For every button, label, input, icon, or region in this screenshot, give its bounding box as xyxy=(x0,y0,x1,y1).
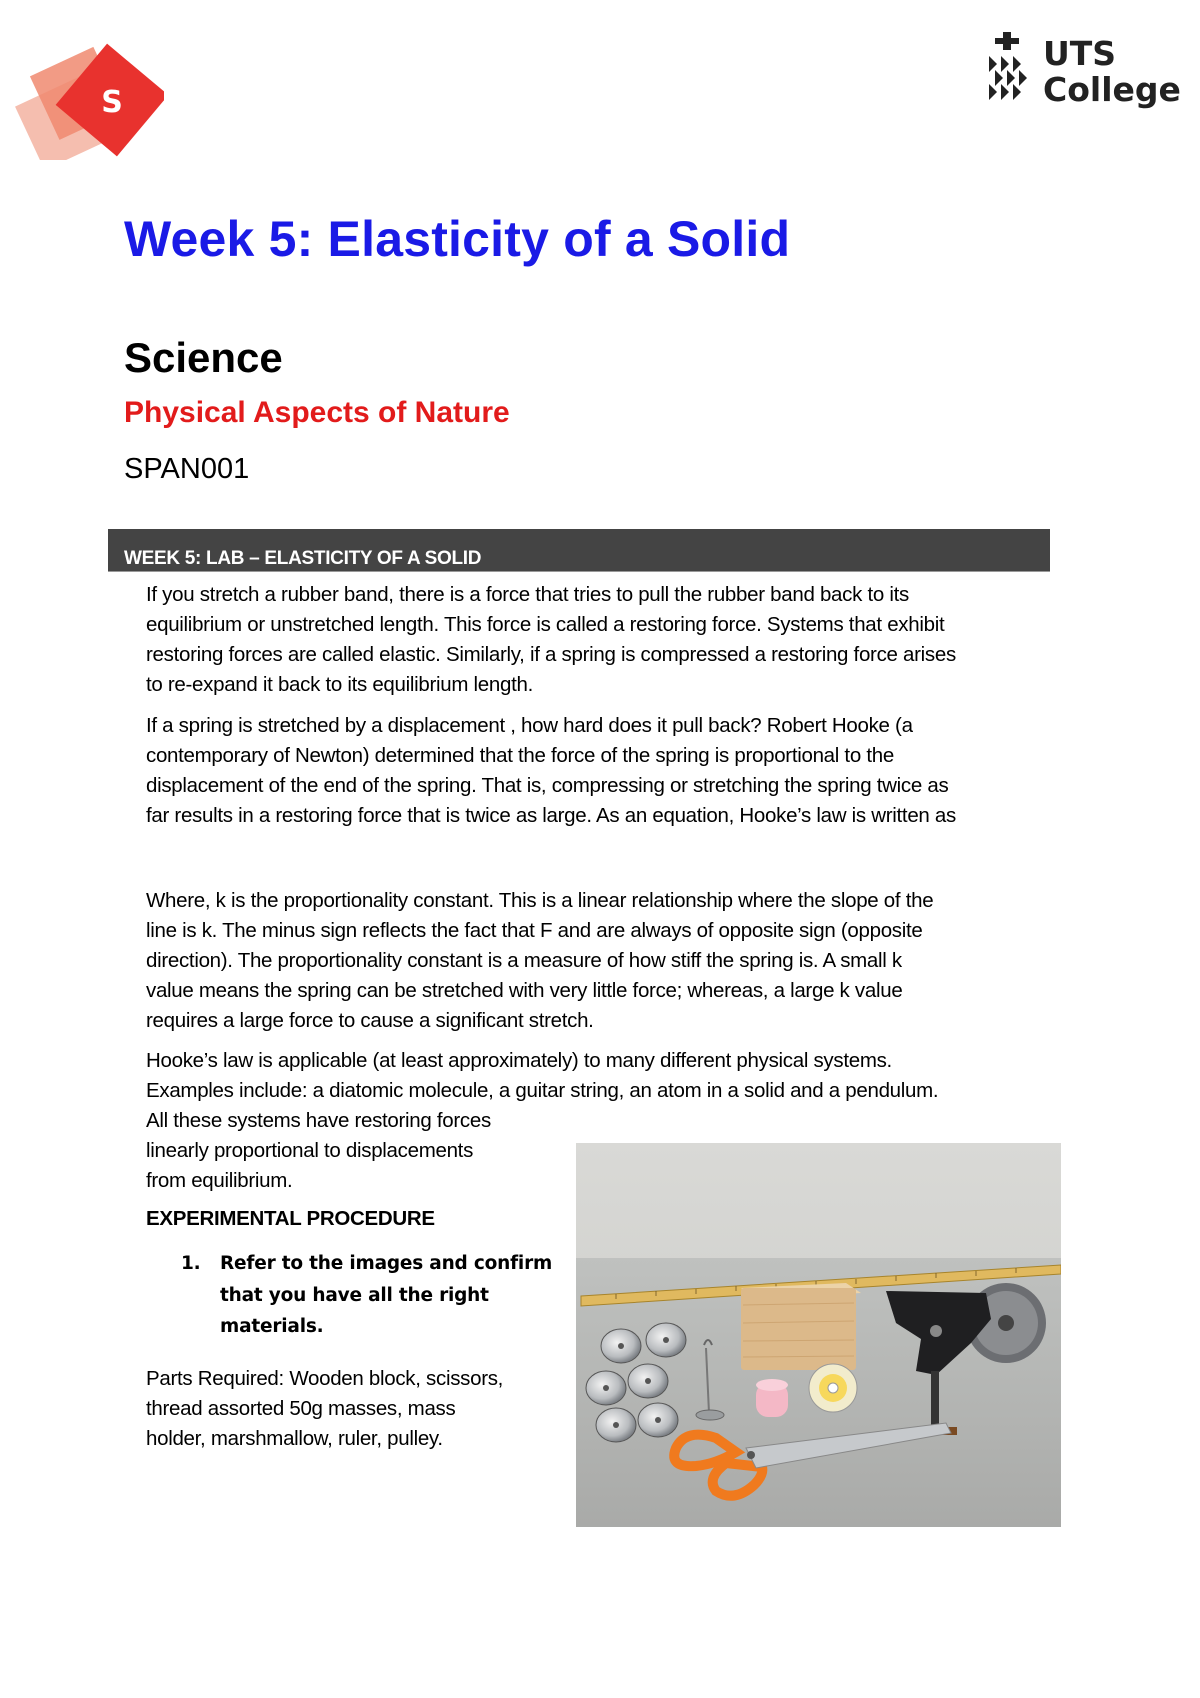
text-line: contemporary of Newton) determined that the force of the spring is proportional to the xyxy=(146,744,894,767)
subject-heading: Science xyxy=(124,334,283,381)
uts-college-logo xyxy=(985,30,1185,115)
unit-code: SPAN001 xyxy=(124,453,250,485)
text-line: far results in a restoring force that is twice as large. As an equation, Hooke’s law is written as xyxy=(146,804,956,827)
step-text xyxy=(220,1248,552,1343)
text-line: If you stretch a rubber band, there is a force that tries to pull the rubber band back to its xyxy=(146,583,909,606)
text-line: holder, marshmallow, ruler, pulley. xyxy=(146,1427,443,1450)
step-number: 1. xyxy=(181,1253,201,1274)
s-logo xyxy=(14,30,164,160)
parts-required xyxy=(146,1364,503,1454)
text-line: to re-expand it back to its equilibrium length. xyxy=(146,673,534,696)
page-title: Week 5: Elasticity of a Solid xyxy=(124,211,791,267)
text-line: thread assorted 50g masses, mass xyxy=(146,1397,456,1420)
paragraph-proportionality-constant xyxy=(146,886,933,1036)
unit-name: Physical Aspects of Nature xyxy=(124,396,510,429)
uts-logo-line1: UTS xyxy=(1043,34,1117,73)
equipment-photo xyxy=(576,1143,1061,1527)
s-logo-letter: S xyxy=(101,85,123,120)
text-line: line is k. The minus sign reflects the fact that F and are always of opposite sign (opposite xyxy=(146,919,923,942)
procedure-heading: EXPERIMENTAL PROCEDURE xyxy=(146,1207,435,1230)
text-line: If a spring is stretched by a displacement , how hard does it pull back? Robert Hooke (a xyxy=(146,714,913,737)
paragraph-hookes-law xyxy=(146,711,956,831)
text-line: from equilibrium. xyxy=(146,1169,293,1192)
text-line: Hooke’s law is applicable (at least approximately) to many different physical systems. xyxy=(146,1049,892,1072)
banner-underline xyxy=(108,571,1050,572)
section-banner xyxy=(108,529,1050,571)
text-line: Where, k is the proportionality constant. This is a linear relationship where the slope of the xyxy=(146,889,934,912)
text-line: Refer to the images and confirm xyxy=(220,1253,553,1274)
text-line: displacement of the end of the spring. That is, compressing or stretching the spring twice as xyxy=(146,774,949,797)
uts-crest-icon xyxy=(985,30,1031,110)
text-line: restoring forces are called elastic. Similarly, if a spring is compressed a restoring force arises xyxy=(146,643,956,666)
text-line: equilibrium or unstretched length. This force is called a restoring force. Systems that exhibit xyxy=(146,613,945,636)
text-line: Parts Required: Wooden block, scissors, xyxy=(146,1367,504,1390)
text-line: value means the spring can be stretched with very little force; whereas, a large k value xyxy=(146,979,903,1002)
text-line: requires a large force to cause a significant stretch. xyxy=(146,1009,594,1032)
text-line: direction). The proportionality constant is a measure of how stiff the spring is. A small k xyxy=(146,949,902,972)
text-line: linearly proportional to displacements xyxy=(146,1139,474,1162)
text-line: All these systems have restoring forces xyxy=(146,1109,491,1132)
uts-logo-line2: College xyxy=(1043,70,1181,109)
section-banner-text: WEEK 5: LAB – ELASTICITY OF A SOLID xyxy=(124,548,482,569)
text-line: materials. xyxy=(220,1316,324,1337)
text-line: Examples include: a diatomic molecule, a guitar string, an atom in a solid and a pendulum. xyxy=(146,1079,939,1102)
paragraph-restoring-force xyxy=(146,580,956,700)
text-line: that you have all the right xyxy=(220,1284,489,1306)
